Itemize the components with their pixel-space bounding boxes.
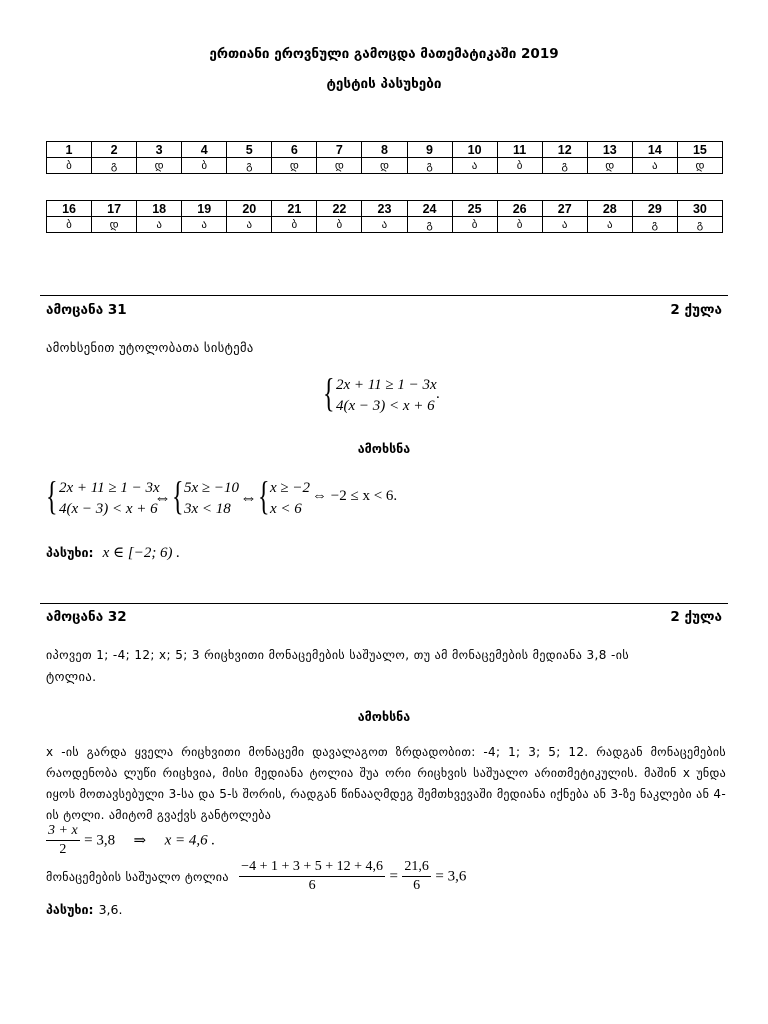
answers-table-2 bbox=[46, 200, 723, 233]
question-number: 17 bbox=[92, 201, 137, 217]
answer-letter: ბ bbox=[47, 158, 92, 174]
equation-rhs: = 3,8 bbox=[84, 832, 116, 849]
question-number: 11 bbox=[497, 142, 542, 158]
answer-letter: გ bbox=[92, 158, 137, 174]
mean-simplified-fraction bbox=[402, 858, 431, 895]
problem-31-solution-heading: ამოხსნა bbox=[357, 441, 411, 456]
mean-simplified-denominator: 6 bbox=[413, 878, 421, 893]
answer-letter: ბ bbox=[497, 158, 542, 174]
problem-32-equation bbox=[46, 822, 215, 859]
answer-letter: გ bbox=[677, 217, 722, 233]
answer-letter: ა bbox=[587, 217, 632, 233]
step3-line-2: x < 6 bbox=[270, 501, 302, 517]
answer-letter: დ bbox=[362, 158, 407, 174]
answer-letter: ბ bbox=[182, 158, 227, 174]
problem-32-points: 2 ქულა bbox=[670, 609, 722, 625]
step1-line-2: 4(x − 3) < x + 6 bbox=[59, 501, 158, 517]
answer-value: 3,6. bbox=[98, 902, 123, 917]
question-number: 12 bbox=[542, 142, 587, 158]
answers-table-1 bbox=[46, 141, 723, 174]
question-number: 8 bbox=[362, 142, 407, 158]
question-number: 6 bbox=[272, 142, 317, 158]
equation-denominator: 2 bbox=[59, 842, 67, 857]
equivalence-arrow: ⇔ bbox=[240, 488, 257, 507]
answer-letter: გ bbox=[632, 217, 677, 233]
problem-32-solution-paragraph: x -ის გარდა ყველა რიცხვითი მონაცემი დავალაგოთ ზრდადობით: -4; 1; 3; 5; 12. რადგან მონაცემების რაოდენობა ლუწი რიცხვია, მისი მედიანა ტოლია შუა ორი რიცხვის საშუალო არითმეტიკულის. მაშინ x უნდა იყოს მოთავსებული 3-სა და 5-ს შორის, რადგან წინააღმდეგ შემთხვევაში მედიანა იქნება ან 3-ზე ნაკლები ან 4-ის ტოლი. ამიტომ გვაქვს განტოლება bbox=[46, 745, 726, 822]
equals-sign: = bbox=[389, 868, 398, 885]
problem-31-statement: ამოხსენით უტოლობათა სისტემა bbox=[46, 340, 254, 355]
question-number: 27 bbox=[542, 201, 587, 217]
question-number: 21 bbox=[272, 201, 317, 217]
question-number: 30 bbox=[677, 201, 722, 217]
step3-brace: { bbox=[258, 473, 270, 518]
answer-letter: დ bbox=[317, 158, 362, 174]
problem-32-answer bbox=[46, 899, 122, 918]
answer-letter: დ bbox=[137, 158, 182, 174]
question-number: 5 bbox=[227, 142, 272, 158]
equation-fraction bbox=[46, 822, 80, 859]
answer-letter: ბ bbox=[497, 217, 542, 233]
question-number: 23 bbox=[362, 201, 407, 217]
answer-letter: ა bbox=[137, 217, 182, 233]
step2-line-1: 5x ≥ −10 bbox=[184, 480, 240, 496]
equation-numerator: 3 + x bbox=[46, 822, 80, 841]
problem-32-mean bbox=[46, 858, 466, 895]
question-number: 26 bbox=[497, 201, 542, 217]
answer-letter: ა bbox=[542, 217, 587, 233]
answer-letter: ა bbox=[362, 217, 407, 233]
document-subtitle: ტესტის პასუხები bbox=[326, 76, 442, 92]
question-number: 15 bbox=[677, 142, 722, 158]
problem-31-heading: ამოცანა 31 bbox=[46, 302, 127, 318]
question-number: 1 bbox=[47, 142, 92, 158]
answer-letter: გ bbox=[407, 158, 452, 174]
mean-label: მონაცემების საშუალო ტოლია bbox=[46, 869, 229, 884]
question-number: 19 bbox=[182, 201, 227, 217]
section-divider bbox=[40, 295, 728, 296]
answer-letter: გ bbox=[407, 217, 452, 233]
answers-table-2-numbers bbox=[47, 201, 723, 217]
question-number: 25 bbox=[452, 201, 497, 217]
mean-fraction bbox=[239, 858, 385, 895]
step1-line-1: 2x + 11 ≥ 1 − 3x bbox=[59, 480, 160, 496]
step3-line-1: x ≥ −2 bbox=[270, 480, 311, 496]
question-number: 9 bbox=[407, 142, 452, 158]
problem-32-solution-heading: ამოხსნა bbox=[357, 709, 411, 724]
question-number: 29 bbox=[632, 201, 677, 217]
answer-letter: გ bbox=[542, 158, 587, 174]
mean-result: = 3,6 bbox=[435, 868, 467, 885]
answer-letter: ა bbox=[632, 158, 677, 174]
question-number: 18 bbox=[137, 201, 182, 217]
system-brace: { bbox=[323, 370, 335, 415]
question-number: 4 bbox=[182, 142, 227, 158]
system-line-1: 2x + 11 ≥ 1 − 3x bbox=[336, 377, 437, 393]
section-divider bbox=[40, 603, 728, 604]
question-number: 28 bbox=[587, 201, 632, 217]
question-number: 24 bbox=[407, 201, 452, 217]
answer-label: პასუხი: bbox=[46, 902, 94, 917]
answers-table-2-letters bbox=[47, 217, 723, 233]
implies-arrow: ⇒ bbox=[133, 832, 147, 849]
mean-denominator: 6 bbox=[308, 878, 316, 893]
answer-letter: დ bbox=[677, 158, 722, 174]
question-number: 13 bbox=[587, 142, 632, 158]
answers-table-1-numbers bbox=[47, 142, 723, 158]
answers-table-1-letters bbox=[47, 158, 723, 174]
question-number: 3 bbox=[137, 142, 182, 158]
mean-numerator: −4 + 1 + 3 + 5 + 12 + 4,6 bbox=[239, 858, 385, 877]
problem-32-heading: ამოცანა 32 bbox=[46, 609, 127, 625]
answer-letter: დ bbox=[587, 158, 632, 174]
question-number: 22 bbox=[317, 201, 362, 217]
answer-letter: ა bbox=[452, 158, 497, 174]
question-number: 10 bbox=[452, 142, 497, 158]
answer-letter: დ bbox=[272, 158, 317, 174]
system-period: . bbox=[436, 386, 440, 402]
system-line-2: 4(x − 3) < x + 6 bbox=[336, 398, 435, 414]
question-number: 16 bbox=[47, 201, 92, 217]
problem-32-statement-line-1: იპოვეთ 1; -4; 12; x; 5; 3 რიცხვითი მონაცემების საშუალო, თუ ამ მონაცემების მედიანა 3,8 -ის bbox=[46, 648, 630, 662]
answer-letter: გ bbox=[227, 158, 272, 174]
question-number: 2 bbox=[92, 142, 137, 158]
mean-simplified-numerator: 21,6 bbox=[402, 858, 431, 877]
equivalence-arrow: ⇔ bbox=[154, 488, 171, 507]
problem-32-statement-line-2: ტოლია. bbox=[46, 669, 97, 684]
problem-31-points: 2 ქულა bbox=[670, 302, 722, 318]
answer-letter: ბ bbox=[272, 217, 317, 233]
problem-31-answer bbox=[46, 542, 180, 562]
question-number: 20 bbox=[227, 201, 272, 217]
answer-value: x ∈ [−2; 6) . bbox=[102, 545, 181, 561]
answer-letter: ბ bbox=[317, 217, 362, 233]
step1-brace: { bbox=[46, 473, 58, 518]
question-number: 14 bbox=[632, 142, 677, 158]
answer-letter: ა bbox=[182, 217, 227, 233]
equation-result: x = 4,6 . bbox=[164, 832, 216, 849]
answer-letter: ა bbox=[227, 217, 272, 233]
question-number: 7 bbox=[317, 142, 362, 158]
step2-brace: { bbox=[172, 473, 184, 518]
answer-letter: ბ bbox=[452, 217, 497, 233]
document-title: ერთიანი ეროვნული გამოცდა მათემატიკაში 2019 bbox=[209, 46, 559, 62]
step-final: ⇔ −2 ≤ x < 6. bbox=[312, 488, 398, 504]
answer-label: პასუხი: bbox=[46, 545, 94, 560]
step2-line-2: 3x < 18 bbox=[184, 501, 231, 517]
answer-letter: ბ bbox=[47, 217, 92, 233]
answer-letter: დ bbox=[92, 217, 137, 233]
